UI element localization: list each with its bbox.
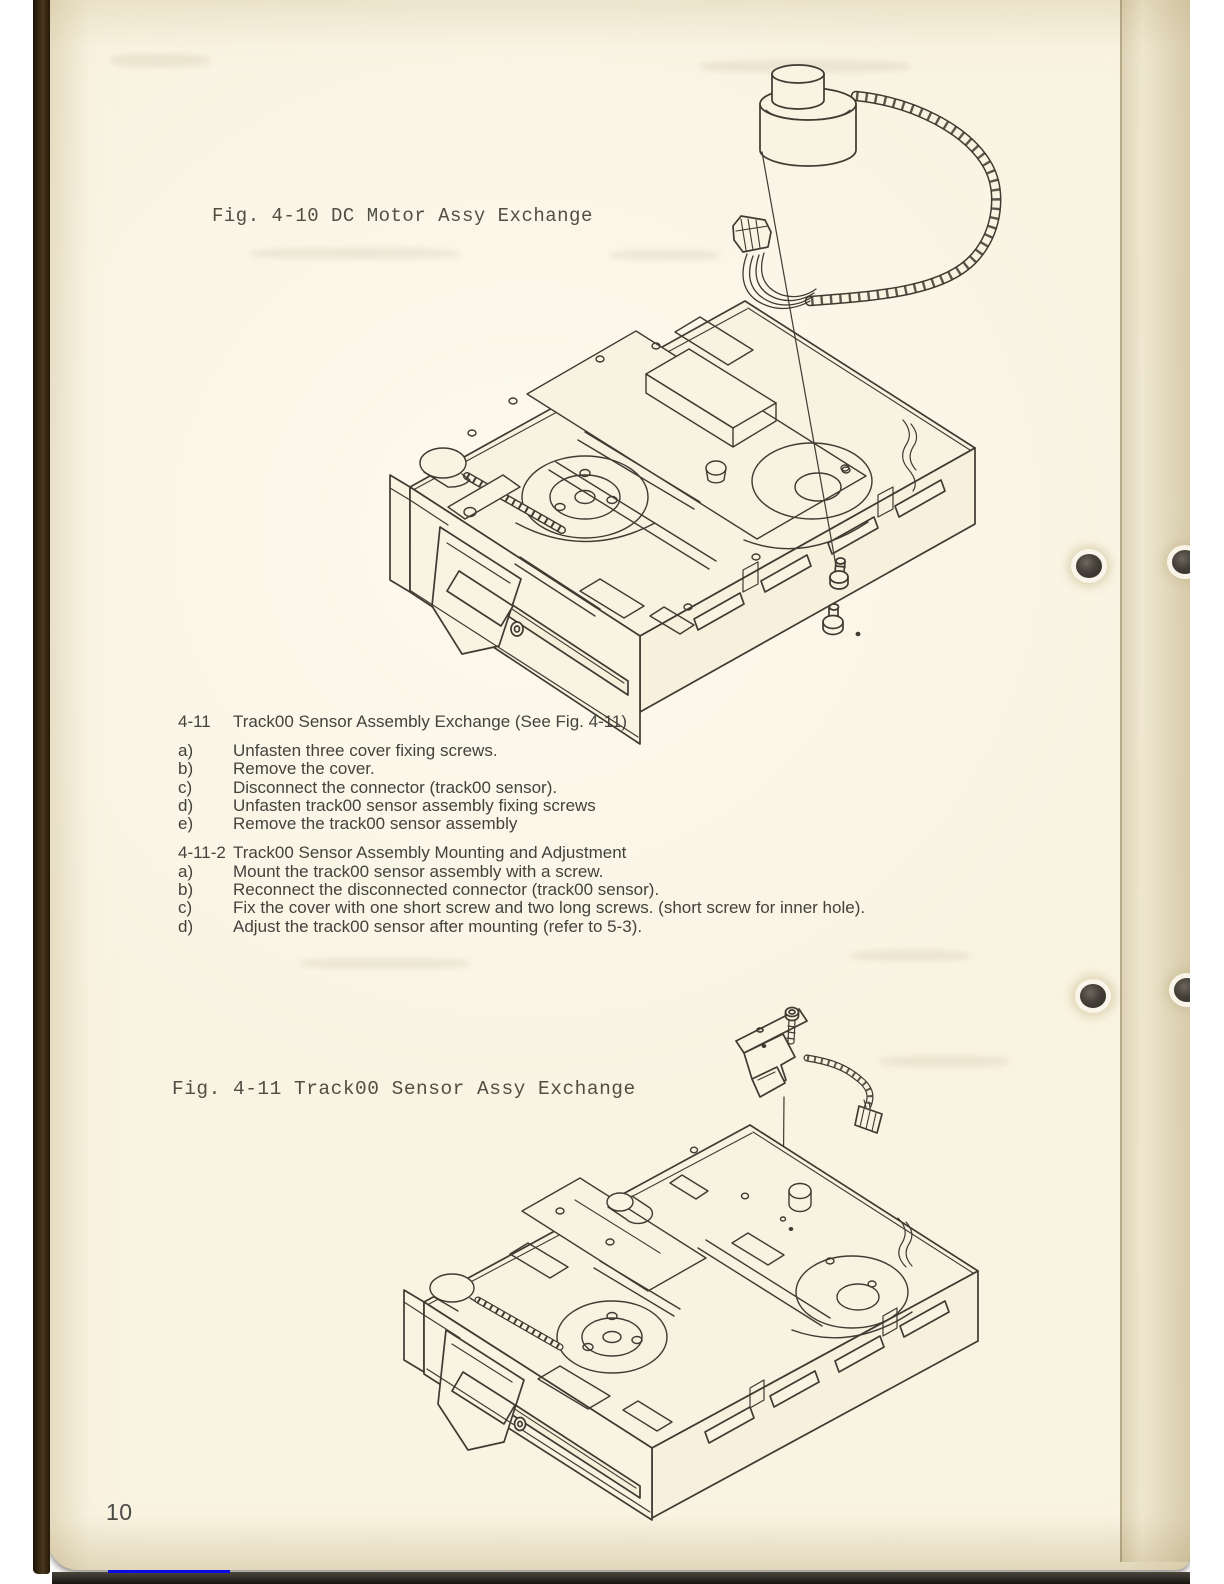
step-text: Reconnect the disconnected connector (track00 sensor). <box>233 880 660 900</box>
section-number: 4-11 <box>178 712 211 731</box>
procedure-step <box>178 918 1078 936</box>
figure-4-10-illustration <box>372 42 1020 752</box>
procedure-step <box>178 899 1078 917</box>
procedure-step <box>178 779 1078 797</box>
scan-margin-right <box>1190 0 1224 1584</box>
procedure-step <box>178 863 1078 881</box>
step-label: a) <box>178 741 194 760</box>
section-title: Track00 Sensor Assembly Mounting and Adjustment <box>233 843 627 863</box>
bleed-through-smudge <box>110 54 210 67</box>
step-text: Disconnect the connector (track00 sensor). <box>233 777 558 797</box>
section-4-11-2-heading <box>178 844 1078 862</box>
step-label: b) <box>178 880 194 900</box>
bleed-through-smudge <box>850 950 970 961</box>
bleed-through-smudge <box>300 958 470 969</box>
step-text: Adjust the track00 sensor after mounting (refer to 5-3). <box>233 916 643 936</box>
step-label: e) <box>178 814 194 834</box>
dc-motor <box>760 65 856 166</box>
scan-artifact-line <box>108 1570 230 1573</box>
figure-4-11-illustration <box>390 995 1002 1525</box>
motor-connector <box>733 216 771 252</box>
procedure-step <box>178 742 1078 760</box>
procedure-step <box>178 760 1078 778</box>
procedure-text-block <box>178 712 1078 936</box>
step-text: Fix the cover with one short screw and two long screws. (short screw for inner hole). <box>233 898 866 918</box>
procedure-step <box>178 881 1078 899</box>
step-label: d) <box>178 795 194 815</box>
step-label: d) <box>178 916 194 936</box>
figure-4-10-caption: Fig. 4-10 DC Motor Assy Exchange <box>212 205 593 227</box>
scan-margin-left <box>0 0 33 1584</box>
figure-4-11-caption: Fig. 4-11 Track00 Sensor Assy Exchange <box>172 1078 636 1100</box>
step-label: b) <box>178 759 194 779</box>
track00-sensor-assembly <box>736 1009 807 1097</box>
step-label: c) <box>178 777 193 797</box>
step-text: Mount the track00 sensor assembly with a screw. <box>233 861 604 881</box>
scanner-shadow <box>52 1572 1190 1584</box>
step-label: c) <box>178 898 193 918</box>
step-text: Unfasten track00 sensor assembly fixing screws <box>233 795 596 815</box>
step-label: a) <box>178 861 194 881</box>
step-text: Remove the track00 sensor assembly <box>233 814 518 834</box>
section-4-11-heading <box>178 712 1078 731</box>
section-number: 4-11-2 <box>178 843 226 863</box>
step-text: Remove the cover. <box>233 759 375 779</box>
book-spine <box>33 0 50 1574</box>
binder-hole <box>1076 554 1102 578</box>
page-edge-crease <box>1120 0 1190 1562</box>
procedure-step <box>178 797 1078 815</box>
binder-hole <box>1080 984 1106 1008</box>
page-number: 10 <box>106 1499 133 1525</box>
procedure-step <box>178 815 1078 833</box>
disk-drive-chassis <box>404 1125 978 1520</box>
section-title: Track00 Sensor Assembly Exchange (See Fig. 4-11) <box>233 712 628 731</box>
sensor-cable <box>807 1058 870 1108</box>
step-text: Unfasten three cover fixing screws. <box>233 741 498 760</box>
